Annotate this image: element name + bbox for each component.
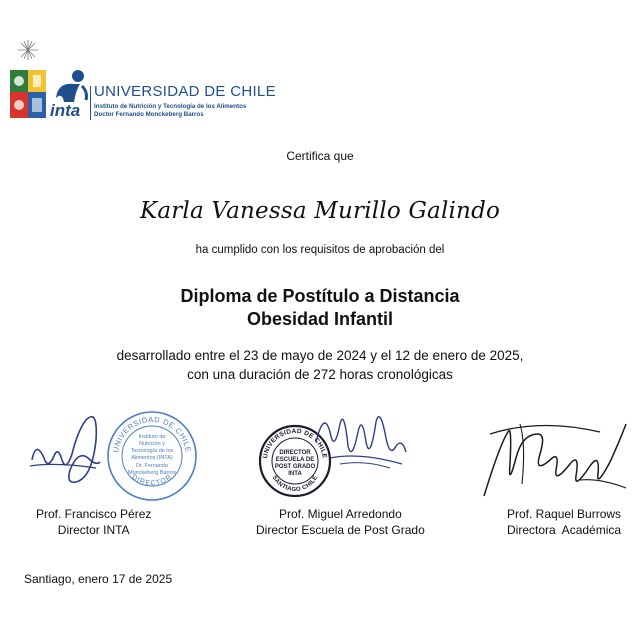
course-dates [0,346,640,384]
signatory-arredondo [256,506,425,538]
signatory-title: Directora Académica [507,523,622,537]
signatory-name: Prof. Raquel Burrows [507,507,622,521]
signatory-burrows [507,506,621,538]
stamp1-inner-line: Tecnología de los [130,448,174,454]
signatory-name: Prof. Francisco Pérez [36,507,152,521]
institute-line-2: Doctor Fernando Monckeberg Barros [94,111,204,118]
signature-burrows [480,404,630,502]
signatory-title: Director Escuela de Post Grado [256,523,425,537]
signatory-title: Director INTA [57,523,130,537]
requirements-text: ha cumplido con los requisitos de aprobación del [195,244,445,256]
stamp2-inner-line: ESCUELA DE [275,457,315,463]
recipient-name: Karla Vanessa Murillo Galindo [139,198,501,224]
stamp1-ring-bottom: DIRECTOR [130,473,174,488]
stamp1-inner-line: Instituto de [138,434,166,440]
stamp-inta-director [106,410,198,502]
certifica-text: Certifica que [286,149,354,163]
signatory-name: Prof. Miguel Arredondo [279,507,402,521]
stamp1-inner-line: Nutrición y [139,441,165,447]
stamp2-inner-line: INTA [288,471,302,477]
course-dates-line-1: desarrollado entre el 23 de mayo de 2024 y el 12 de enero de 2025, [116,348,524,363]
stamp1-inner-line: Alimentos (INTA) [131,455,173,461]
place-date: Santiago, enero 17 de 2025 [24,572,173,586]
signature-perez [26,400,106,492]
stamp2-inner-line: POST GRADO [274,464,316,470]
diploma-title-line-1: Diploma de Postítulo a Distancia [180,286,460,306]
signature-arredondo [310,402,410,478]
institute-line-1: Instituto de Nutrición y Tecnología de los Alimentos [94,103,247,110]
diploma-title-line-2: Obesidad Infantil [246,309,393,329]
university-name: UNIVERSIDAD DE CHILE [94,83,276,100]
signatory-perez [36,506,151,538]
university-crest-logo [8,40,48,122]
stamp1-ring-top: UNIVERSIDAD DE CHILE [111,414,193,454]
inta-logo-text: inta [50,101,81,120]
university-header [94,84,294,119]
stamp2-ring-top: UNIVERSIDAD DE CHILE [262,427,328,459]
stamp2-ring-bottom: SANTIAGO CHILE [270,474,320,494]
diploma-title [0,285,640,331]
stamp2-inner-line: DIRECTOR [279,450,311,456]
stamp1-inner-line: Monckeberg Barros [128,470,176,476]
header-divider [90,86,91,120]
course-dates-line-2: con una duración de 272 horas cronológicas [187,367,453,382]
stamp1-inner-line: Dr. Fernando [135,463,169,469]
